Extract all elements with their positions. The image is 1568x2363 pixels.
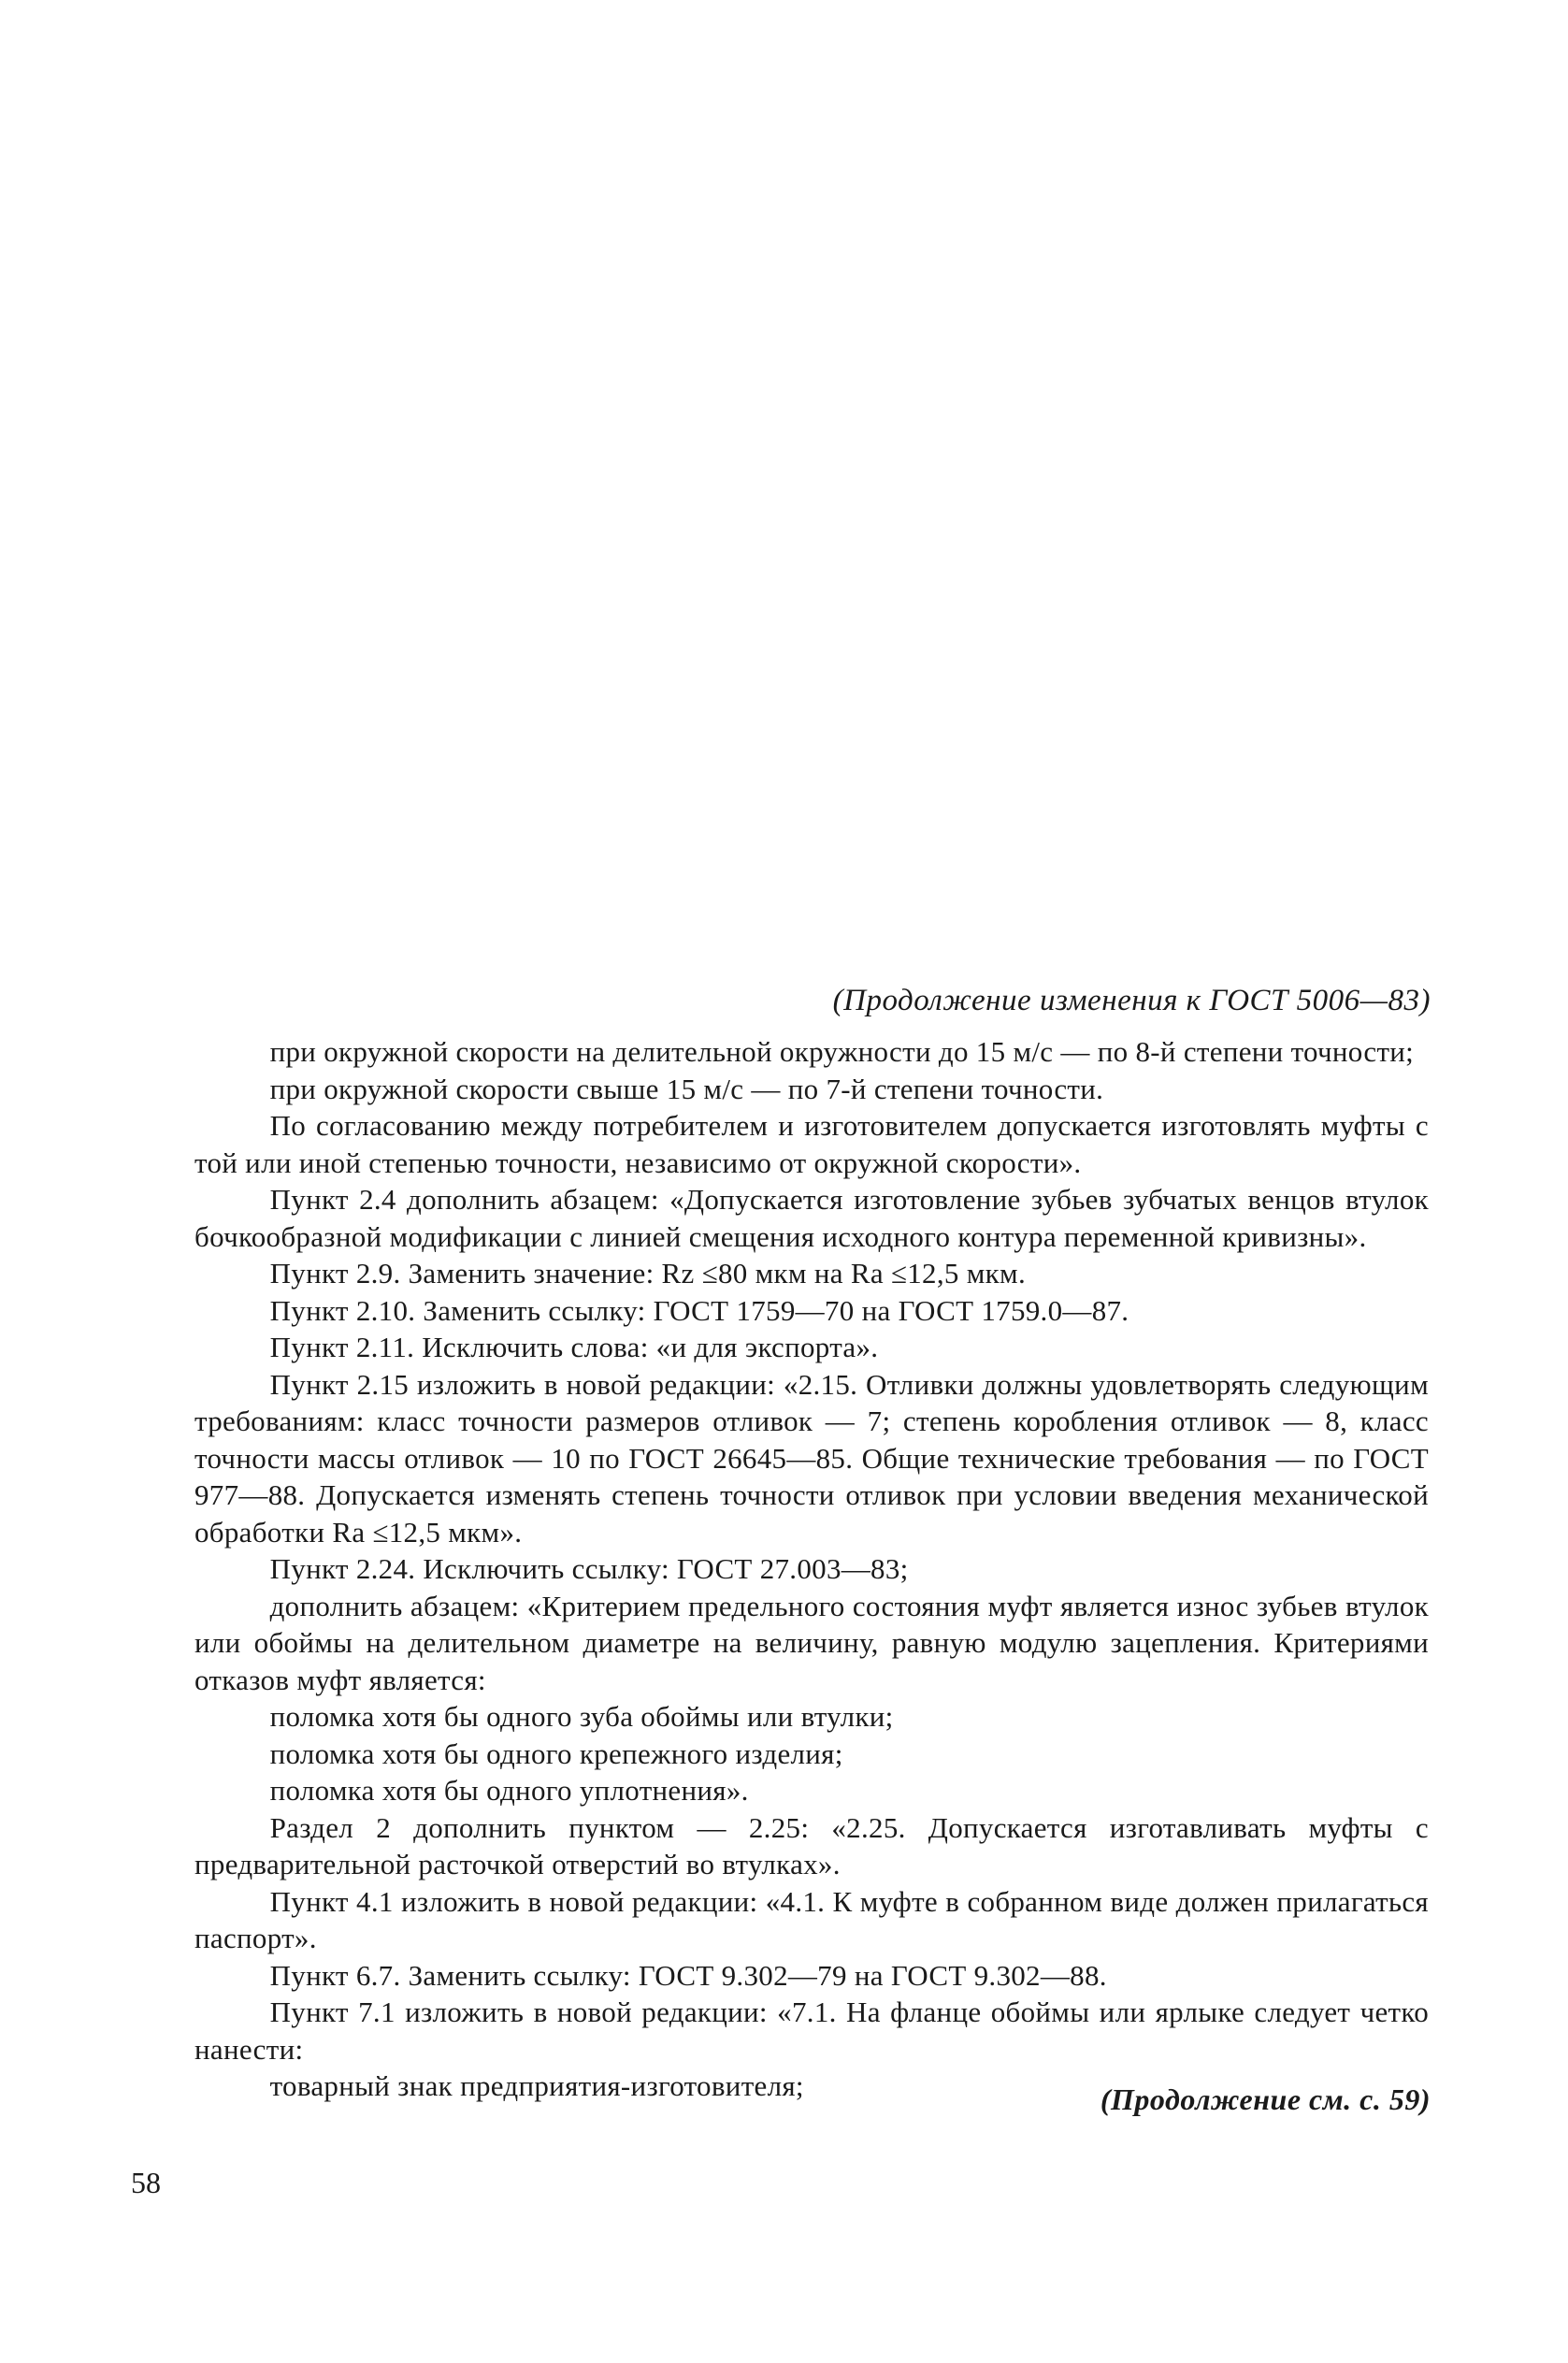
paragraph-clause-2-4: Пункт 2.4 дополнить абзацем: «Допускается изготовление зубьев зубчатых венцов втулок бочкообразной модификации с линией смещения исходного контура переменной кривизны». [194,1183,1429,1253]
paragraph-limit-state: дополнить абзацем: «Критерием предельного состояния муфт является износ зубьев втулок или обоймы на делительном диаметре на величину, равную модулю зацепления. Критериями отказов муфт является: [194,1589,1429,1696]
document-body [194,1033,1429,2105]
continuation-footer: (Продолжение см. с. 59) [1100,2082,1431,2116]
list-item-failure-tooth: поломка хотя бы одного зуба обоймы или втулки; [269,1700,894,1733]
paragraph-speed-8: при окружной скорости на делительной окружности до 15 м/с — по 8-й степени точности; [269,1035,1415,1068]
paragraph-clause-2-11: Пункт 2.11. Исключить слова: «и для экспорта». [269,1331,879,1363]
paragraph-agreement: По согласованию между потребителем и изготовителем допускается изготовлять муфты с той или иной степенью точности, независимо от окружной скорости». [194,1109,1429,1179]
continuation-header: (Продолжение изменения к ГОСТ 5006—83) [832,984,1431,1017]
paragraph-clause-2-24: Пункт 2.24. Исключить ссылку: ГОСТ 27.003—83; [269,1552,909,1585]
list-item-trademark: товарный знак предприятия-изготовителя; [269,2069,804,2102]
paragraph-clause-7-1: Пункт 7.1 изложить в новой редакции: «7.1. На фланце обоймы или ярлыке следует четко нанести: [194,1996,1429,2066]
paragraph-clause-6-7: Пункт 6.7. Заменить ссылку: ГОСТ 9.302—79 на ГОСТ 9.302—88. [269,1958,1107,1992]
paragraph-speed-7: при окружной скорости свыше 15 м/с — по 7-й степени точности. [269,1072,1104,1105]
paragraph-section-2-25: Раздел 2 дополнить пунктом — 2.25: «2.25. Допускается изготавливать муфты с предварительной расточкой отверстий во втулках». [194,1810,1429,1880]
paragraph-clause-2-10: Пункт 2.10. Заменить ссылку: ГОСТ 1759—70 на ГОСТ 1759.0—87. [269,1293,1129,1327]
list-item-failure-seal: поломка хотя бы одного уплотнения». [269,1774,749,1807]
page-number: 58 [131,2166,161,2199]
paragraph-clause-4-1: Пункт 4.1 изложить в новой редакции: «4.1. К муфте в собранном виде должен прилагаться паспорт». [194,1884,1429,1954]
paragraph-clause-2-15: Пункт 2.15 изложить в новой редакции: «2.15. Отливки должны удовлетворять следующим требованиям: класс точности размеров отливок — 7; степень коробления отливок — 8, класс точности массы отливок — 10 по ГОСТ 26645—85. Общие технические требования — по ГОСТ 977—88. Допускается изменять степень точности отливок при условии введения механической обработки Ra ≤12,5 мкм». [194,1367,1429,1549]
list-item-failure-fastener: поломка хотя бы одного крепежного изделия; [269,1736,843,1770]
paragraph-clause-2-9: Пункт 2.9. Заменить значение: Rz ≤80 мкм на Ra ≤12,5 мкм. [269,1257,1026,1290]
